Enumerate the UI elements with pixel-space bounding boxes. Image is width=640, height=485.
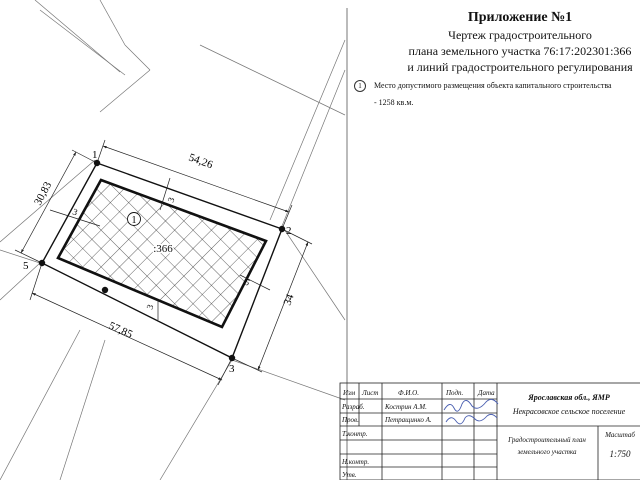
legend-marker: 1 <box>354 80 366 92</box>
tb-row-name: Кострин А.М. <box>385 403 427 411</box>
drawing-title-line2: плана земельного участка 76:17:202301:366 <box>408 44 632 58</box>
parcel-cadastral-label: :366 <box>153 243 173 255</box>
tb-scale-value: 1:750 <box>609 449 631 459</box>
vertex-5-point <box>39 260 45 266</box>
legend-item <box>354 80 640 92</box>
legend-text: Место допустимого размещения объекта капитального строительства <box>374 80 612 90</box>
appendix-title: Приложение №1 <box>467 10 573 25</box>
setback-left: 3 <box>71 206 79 218</box>
tb-row-role: Утв. <box>342 471 357 479</box>
tb-row-role: Пров. <box>342 416 359 424</box>
legend-area: - 1258 кв.м. <box>374 98 414 107</box>
tb-region: Ярославская обл., ЯМР <box>528 393 610 402</box>
tb-settlement: Некрасовское сельское поселение <box>512 407 626 416</box>
tb-row-role: Т.контр. <box>342 430 368 438</box>
tb-row-role: Н.контр. <box>342 458 370 466</box>
vertex-label-5: 5 <box>23 260 29 272</box>
vertex-label-2: 2 <box>286 225 292 237</box>
tb-row-name: Петращинко А. <box>385 416 432 424</box>
dimension-top: 54,26 <box>186 151 215 172</box>
tb-header-data: Дата <box>478 389 495 397</box>
vertex-2-point <box>279 226 285 232</box>
setback-right: 5 <box>243 276 252 288</box>
tb-doc-title-1: Градостроительный план <box>508 436 586 444</box>
tb-row-role: Разраб. <box>342 403 365 411</box>
legend <box>354 80 640 107</box>
drawing-title-line1: Чертеж градостроительного <box>448 28 592 42</box>
vertex-label-3: 3 <box>229 363 235 375</box>
tb-header-podp: Подп. <box>446 389 464 397</box>
drawing-title-line3: и линий градостроительного регулирования <box>407 60 633 74</box>
vertex-3-point <box>229 355 235 361</box>
dimension-bottom: 57,85 <box>106 319 135 341</box>
tb-header-fio: Ф.И.О. <box>398 389 419 397</box>
tb-header-list: Лист <box>362 389 379 397</box>
tb-header-izm: Изм <box>343 389 356 397</box>
signature-scribbles <box>444 399 498 423</box>
setback-top: 3 <box>165 195 177 204</box>
tb-scale-label: Масштаб <box>605 431 635 439</box>
extra-point <box>102 287 108 293</box>
vertex-label-1: 1 <box>92 149 98 161</box>
dimension-left: 30,83 <box>32 179 55 208</box>
setback-bottom: 3 <box>144 303 156 311</box>
dimension-right: 34 <box>281 292 297 308</box>
zone-marker-label: 1 <box>131 215 137 226</box>
tb-doc-title-2: земельного участка <box>517 448 577 456</box>
